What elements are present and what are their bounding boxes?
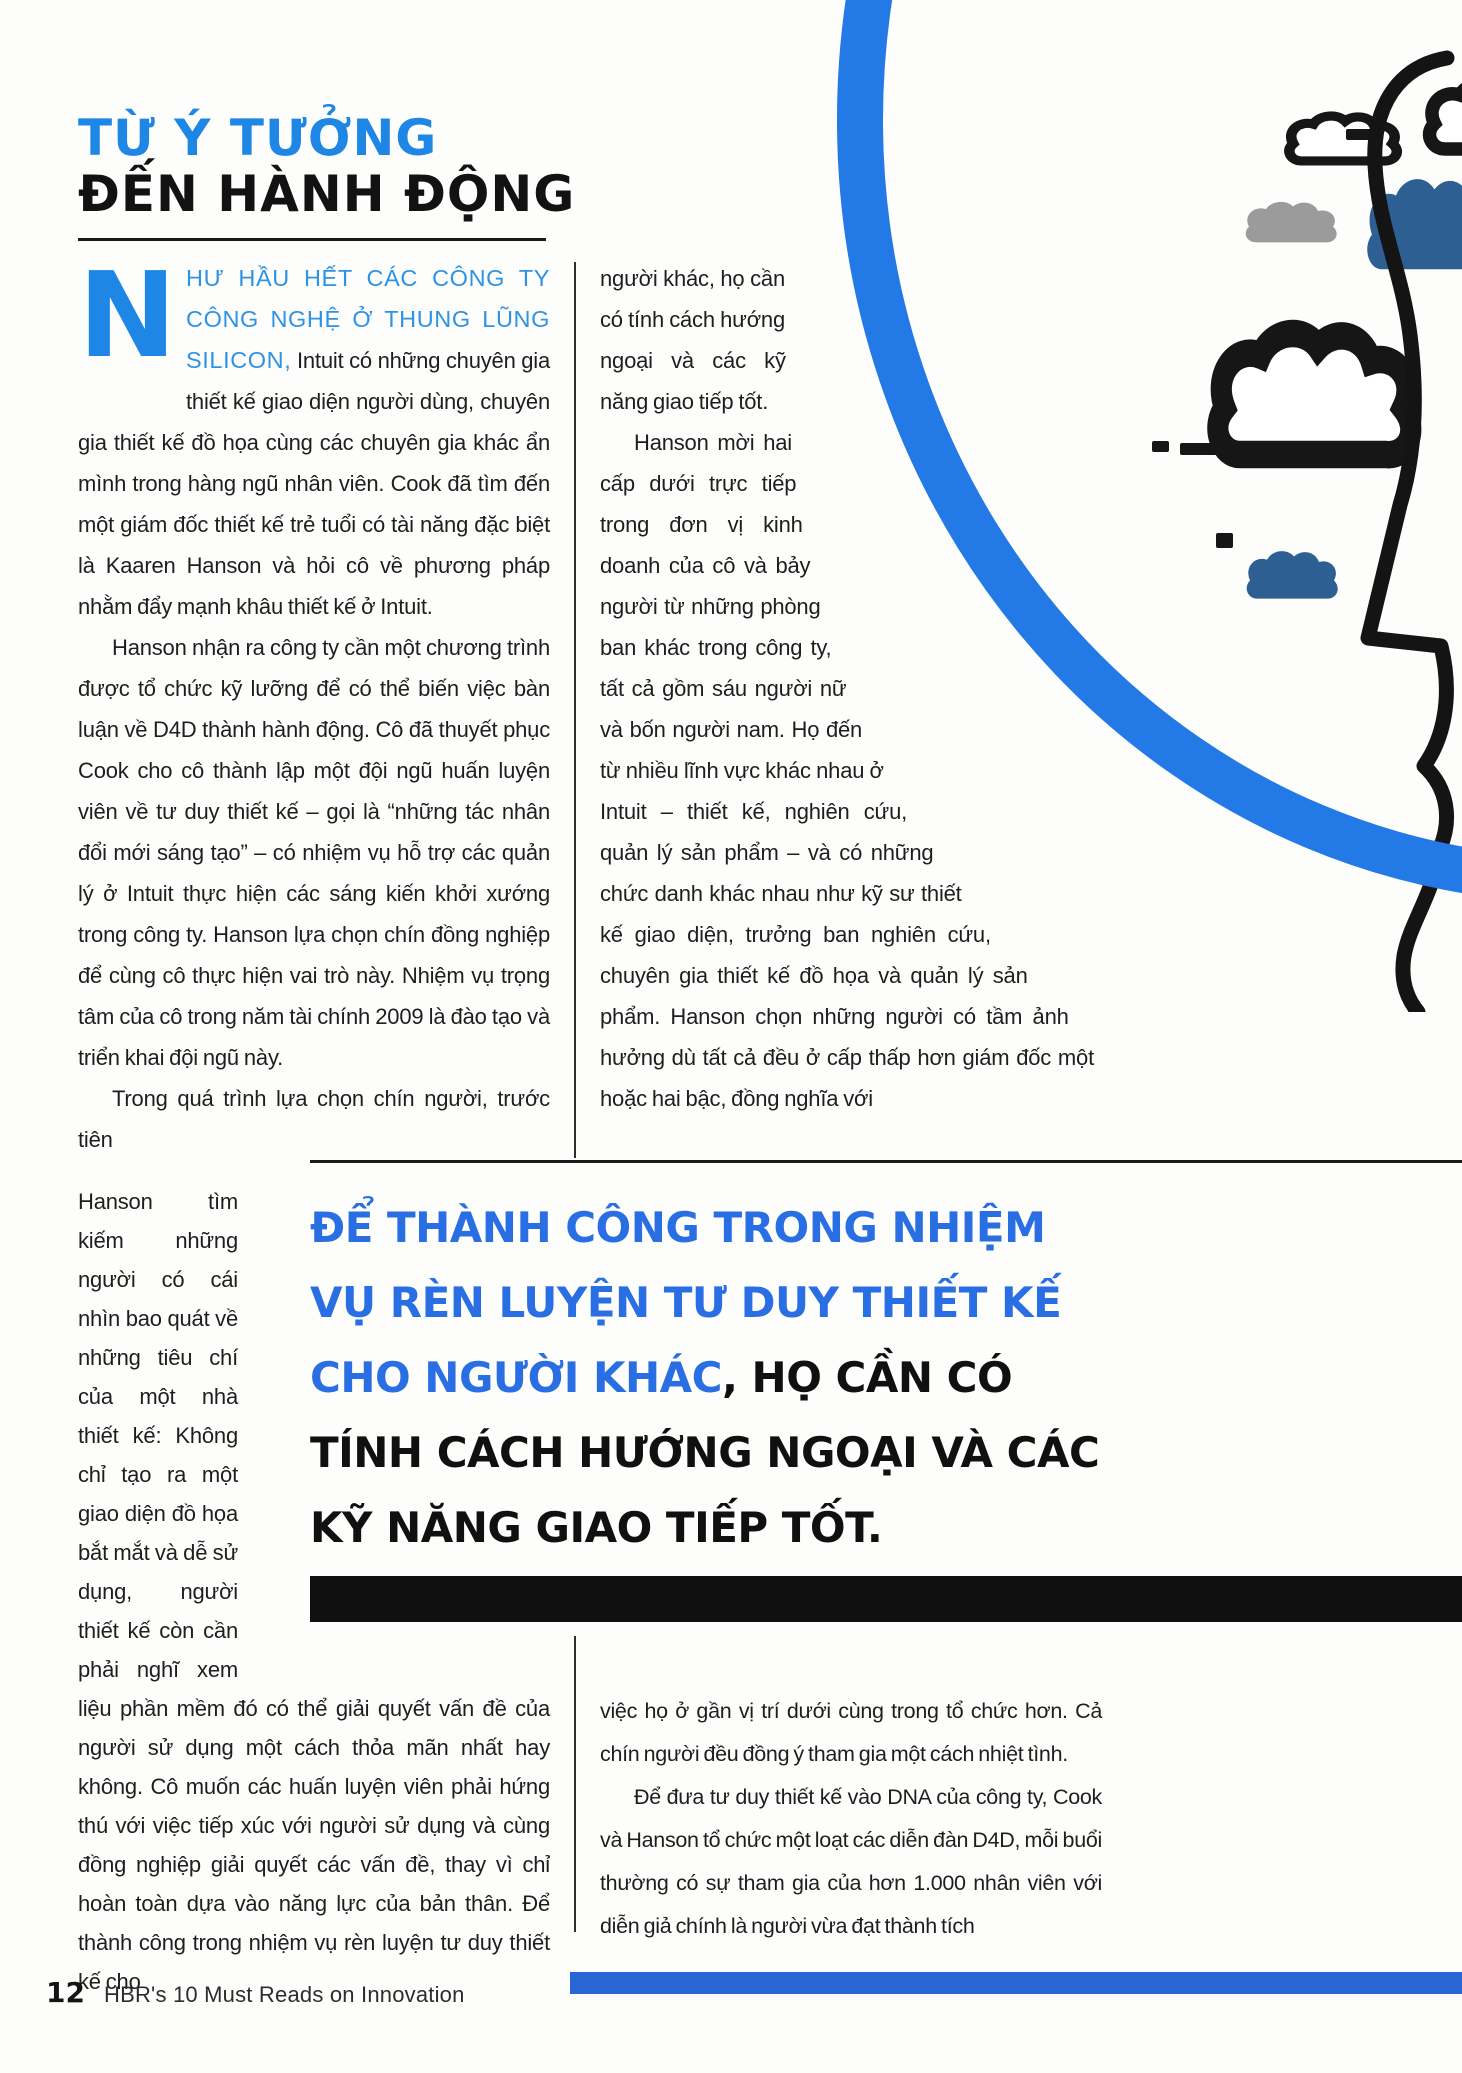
paragraph-agreement: việc họ ở gần vị trí dưới cùng trong tổ chức hơn. Cả chín người đều đồng ý tham gia một cách nhiệt tình. <box>600 1699 1102 1766</box>
paragraph-intro <box>78 246 550 627</box>
footer-book-title: HBR's 10 Must Reads on Innovation <box>104 1982 465 2007</box>
right-column-continued <box>600 1690 1102 1948</box>
left-column <box>78 246 550 1160</box>
footer-blue-bar <box>570 1972 1462 1994</box>
paragraph-selection-start: Trong quá trình lựa chọn chín người, trước tiên <box>78 1086 550 1152</box>
wind-dash-icon <box>1300 450 1380 462</box>
wind-dash-icon <box>1180 443 1256 455</box>
pull-quote-rest: , HỌ CẦN CÓ TÍNH CÁCH HƯỚNG NGOẠI VÀ CÁC KỸ NĂNG GIAO TIẾP TỐT. <box>310 1353 1100 1552</box>
paragraph-team-members: Hanson mời hai cấp dưới trực tiếp trong đơn vị kinh doanh của cô và bảy người từ những phòng ban khác trong công ty, tất cả gồm sáu người nữ và bốn người nam. Họ đến từ nhiều lĩnh vực khác nhau ở Intuit – thiết kế, nghiên cứu, quản lý sản phẩm – và có những chức danh khác nhau như kỹ sư thiết kế giao diện, trưởng ban nghiên cứu, chuyên gia thiết kế đồ họa và quản lý sản phẩm. Hanson chọn những người có tầm ảnh hưởng dù tất cả đều ở cấp thấp hơn giám đốc một hoặc hai bậc, đồng nghĩa với <box>600 430 1094 1111</box>
paragraph-intro-text: Intuit có những chuyên gia thiết kế giao diện người dùng, chuyên gia thiết kế đồ họa cùng các chuyên gia khác ẩn mình trong hàng ngũ nhân viên. Cook đã tìm đến một giám đốc thiết kế trẻ tuổi có tài năng đặc biệt là Kaaren Hanson và hỏi cô về phương pháp nhằm đẩy mạnh khâu thiết kế ở Intuit. <box>78 348 550 619</box>
footer-page-number: 12 <box>46 1976 85 2009</box>
right-column <box>600 258 1094 1119</box>
left-column-continued <box>78 1182 550 2001</box>
page-title-line1: TỪ Ý TƯỞNG <box>78 109 438 167</box>
square-dot-icon <box>1216 533 1233 548</box>
column-divider-top <box>574 262 576 1158</box>
lead-in-text: HƯ HẦU HẾT CÁC CÔNG TY CÔNG NGHỆ Ở THUNG LŨNG SILICON, <box>186 265 550 373</box>
drop-cap: N <box>78 246 177 384</box>
column-divider-bottom <box>574 1636 576 1932</box>
cloud-gray-icon <box>1246 202 1337 243</box>
pull-quote-highlight: ĐỂ THÀNH CÔNG TRONG NHIỆM VỤ RÈN LUYỆN TƯ DUY THIẾT KẾ CHO NGƯỜI KHÁC <box>310 1203 1062 1402</box>
paragraph-d4d-forums: Để đưa tư duy thiết kế vào DNA của công ty, Cook và Hanson tổ chức một loạt các diễn đàn D4D, mỗi buổi thường có sự tham gia của hơn 1.000 nhân viên với diễn giả chính là người vừa đạt thành tích <box>600 1785 1102 1938</box>
pull-quote-top-rule <box>310 1160 1462 1163</box>
quote-text-wrap-spacer <box>238 1182 550 1674</box>
page-title <box>78 110 638 222</box>
page-title-line2: ĐẾN HÀNH ĐỘNG <box>78 165 576 223</box>
wind-dash-icon <box>1152 441 1169 452</box>
cloud-outline-big-icon <box>1218 333 1411 454</box>
paragraph-hanson-program: Hanson nhận ra công ty cần một chương trình được tổ chức kỹ lưỡng để có thể biến việc bàn luận về D4D thành hành động. Cô đã thuyết phục Cook cho cô thành lập một đội ngũ huấn luyện viên về tư duy thiết kế – gọi là “những tác nhân đổi mới sáng tạo” – có nhiệm vụ hỗ trợ các quản lý ở Intuit thực hiện các sáng kiến khởi xướng trong công ty. Hanson lựa chọn chín đồng nghiệp để cùng cô thực hiện vai trò này. Nhiệm vụ trọng tâm của cô trong năm tài chính 2009 là đào tạo và triển khai đội ngũ này. <box>78 635 550 1070</box>
title-underline <box>78 238 546 241</box>
cloud-outline-corner-icon <box>1430 83 1462 149</box>
cloud-blue-small-icon <box>1247 551 1338 599</box>
paragraph-traits: người khác, họ cần có tính cách hướng ngoại và các kỹ năng giao tiếp tốt. <box>600 266 786 414</box>
paragraph-designer-criteria: Hanson tìm kiếm những người có cái nhìn bao quát về những tiêu chí của một nhà thiết kế: Không chỉ tạo ra một giao diện đồ họa bắt mắt và dễ sử dụng, người thiết kế còn cần phải nghĩ xem liệu phần mềm đó có thể giải quyết vấn đề của người sử dụng một cách thỏa mãn nhất hay không. Cô muốn các huấn luyện viên phải hứng thú với việc tiếp xúc với người sử dụng và cùng đồng nghiệp giải quyết các vấn đề, thay vì chỉ hoàn toàn dựa vào năng lực của bản thân. Để thành công trong nhiệm vụ rèn luyện tư duy thiết kế cho <box>78 1189 550 1994</box>
